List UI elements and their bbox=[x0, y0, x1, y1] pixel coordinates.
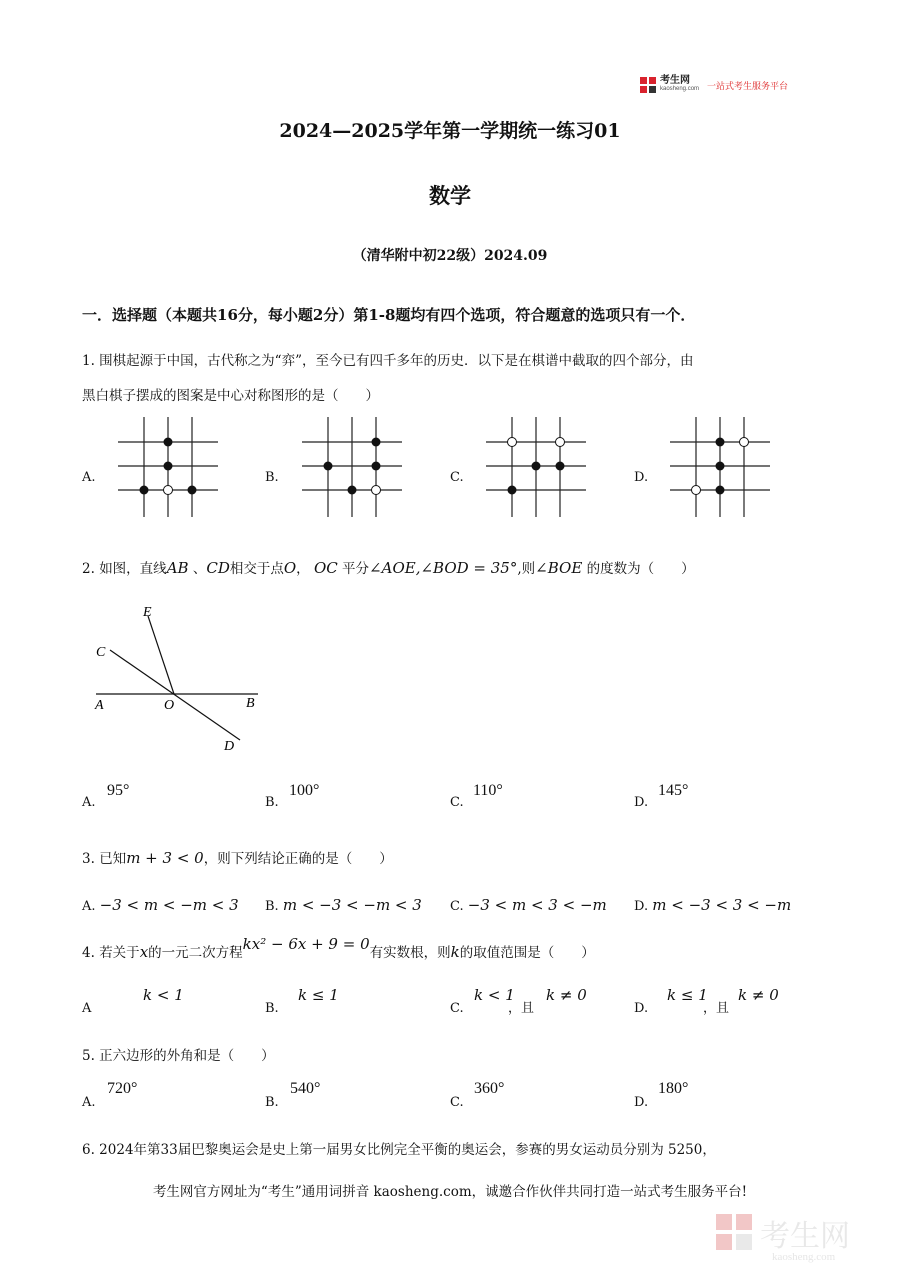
footer-text: 考生网官方网址为“考生”通用词拼音 kaosheng.com，诚邀合作伙伴共同打造一站式考生服务平台! bbox=[152, 1184, 748, 1200]
black-stone bbox=[324, 462, 333, 471]
q4-option-a-value: k < 1 bbox=[143, 986, 184, 1004]
go-board-c bbox=[484, 415, 588, 519]
q3-number: 3. bbox=[82, 851, 95, 867]
q4-option-c-sep: ，且 bbox=[508, 1001, 535, 1016]
q4-option-b-label: B. bbox=[265, 1001, 279, 1016]
q2-option-a: A. bbox=[82, 795, 96, 810]
ray-oe bbox=[148, 616, 174, 694]
label-d: D bbox=[224, 739, 235, 754]
q1-option-c-label: C. bbox=[450, 470, 464, 485]
q4-option-c-extra: k ≠ 0 bbox=[546, 986, 587, 1004]
black-stone bbox=[188, 486, 197, 495]
go-board-b bbox=[300, 415, 404, 519]
label-c: C bbox=[96, 645, 106, 660]
q4-option-c-label: C. bbox=[450, 1001, 464, 1016]
q2-text-1: 如图，直线 bbox=[99, 561, 167, 577]
page-title: 2024—2025学年第一学期统一练习01 bbox=[279, 120, 621, 142]
q2-comma: ， bbox=[296, 561, 310, 577]
question-6: 6. 2024年第33届巴黎奥运会是史上第一届男女比例完全平衡的奥运会，参赛的男女运动员分别为 5250， bbox=[82, 1142, 716, 1158]
q4-option-c-value: k < 1 bbox=[474, 986, 515, 1004]
q5-option-c-value: 360° bbox=[474, 1080, 505, 1097]
logo-slogan: 一站式考生服务平台 bbox=[707, 81, 789, 92]
kaosheng-watermark-icon bbox=[712, 1206, 882, 1266]
q3-text-2: ，则下列结论正确的是（ ） bbox=[203, 851, 393, 867]
q4-option-d-value: k ≤ 1 bbox=[667, 986, 708, 1004]
q2-option-c: C. bbox=[450, 795, 464, 810]
subject-title: 数学 bbox=[429, 183, 471, 208]
q2-angle-boe: ∠BOE bbox=[535, 559, 583, 577]
school-line: （清华附中初22级）2024.09 bbox=[352, 248, 548, 264]
black-stone bbox=[532, 462, 541, 471]
q4-text-4: 的取值范围是（ ） bbox=[459, 945, 595, 961]
watermark bbox=[712, 1206, 882, 1266]
black-stone bbox=[556, 462, 565, 471]
white-stone bbox=[740, 438, 749, 447]
black-stone bbox=[164, 438, 173, 447]
question-5: 5. 正六边形的外角和是（ ） bbox=[82, 1048, 275, 1064]
q3-option-d: D. m < −3 < 3 < −m bbox=[634, 896, 792, 914]
kaosheng-logo-icon bbox=[640, 77, 656, 93]
white-stone bbox=[164, 486, 173, 495]
q5-option-b-value: 540° bbox=[290, 1080, 321, 1097]
q4-text-3: 有实数根，则 bbox=[369, 945, 451, 961]
q4-option-b-value: k ≤ 1 bbox=[298, 986, 339, 1004]
q2-text-5: 的度数为（ ） bbox=[586, 561, 695, 577]
q2-option-d-value: 145° bbox=[658, 782, 689, 799]
q4-option-d-label: D. bbox=[634, 1001, 649, 1016]
q4-text-1: 若关于 bbox=[99, 945, 140, 961]
question-4 bbox=[82, 935, 595, 963]
q1-option-d-label: D. bbox=[634, 470, 649, 485]
q2-text-2: 相交于点 bbox=[229, 561, 284, 577]
header-logo bbox=[640, 70, 820, 100]
q3-text-1: 已知 bbox=[99, 851, 127, 867]
q2-option-d: D. bbox=[634, 795, 649, 810]
q5-option-c-label: C. bbox=[450, 1095, 464, 1110]
q2-sep: 、 bbox=[192, 561, 207, 577]
q4-equation: kx² − 6x + 9 = 0 bbox=[242, 935, 370, 953]
q5-option-d-label: D. bbox=[634, 1095, 649, 1110]
q4-option-d-extra: k ≠ 0 bbox=[738, 986, 779, 1004]
black-stone bbox=[716, 462, 725, 471]
q4-number: 4. bbox=[82, 945, 95, 961]
go-board-d bbox=[668, 415, 772, 519]
q1-option-b-label: B. bbox=[265, 470, 279, 485]
q3-condition: m + 3 < 0 bbox=[126, 849, 204, 867]
question-3 bbox=[82, 848, 393, 869]
q2-cd: CD bbox=[206, 559, 230, 577]
q2-option-b-value: 100° bbox=[289, 782, 320, 799]
white-stone bbox=[372, 486, 381, 495]
q2-option-a-value: 95° bbox=[107, 782, 130, 799]
black-stone bbox=[372, 462, 381, 471]
label-a: A bbox=[95, 698, 104, 713]
black-stone bbox=[348, 486, 357, 495]
q4-text-2: 的一元二次方程 bbox=[148, 945, 243, 961]
q5-option-d-value: 180° bbox=[658, 1080, 689, 1097]
q5-option-b-label: B. bbox=[265, 1095, 279, 1110]
q4-option-a-label: A bbox=[82, 1001, 92, 1016]
line-cd bbox=[110, 650, 240, 740]
q2-text-3: 平分 bbox=[342, 561, 370, 577]
black-stone bbox=[164, 462, 173, 471]
black-stone bbox=[140, 486, 149, 495]
board-grid bbox=[302, 417, 402, 517]
white-stone bbox=[508, 438, 517, 447]
q3-option-a: A. −3 < m < −m < 3 bbox=[82, 896, 239, 914]
label-o: O bbox=[164, 698, 175, 713]
q2-figure bbox=[86, 598, 276, 758]
black-stone bbox=[508, 486, 517, 495]
go-board-a bbox=[116, 415, 220, 519]
q5-option-a-label: A. bbox=[82, 1095, 96, 1110]
q2-option-b: B. bbox=[265, 795, 279, 810]
svg-text:考生网: 考生网 bbox=[760, 1220, 850, 1253]
q4-k: k bbox=[450, 943, 460, 961]
q3-option-b: B. m < −3 < −m < 3 bbox=[265, 896, 422, 914]
white-stone bbox=[692, 486, 701, 495]
q2-oc: OC bbox=[313, 559, 338, 577]
q5-option-a-value: 720° bbox=[107, 1080, 138, 1097]
black-stone bbox=[716, 438, 725, 447]
question-1-line-1: 1. 围棋起源于中国，古代称之为“弈”，至今已有四千多年的历史．以下是在棋谱中截取的四个部分，由 bbox=[82, 353, 694, 369]
black-stone bbox=[716, 486, 725, 495]
logo-text: 考生网 kaosheng.com bbox=[660, 75, 700, 92]
label-b: B bbox=[246, 696, 255, 711]
svg-text:kaosheng.com: kaosheng.com bbox=[772, 1251, 836, 1263]
q2-ab: AB bbox=[166, 559, 189, 577]
q2-number: 2. bbox=[82, 561, 95, 577]
question-1-line-2: 黑白棋子摆成的图案是中心对称图形的是（ ） bbox=[82, 388, 379, 404]
question-2 bbox=[82, 558, 695, 579]
black-stone bbox=[372, 438, 381, 447]
q2-condition: ∠AOE,∠BOD = 35° bbox=[369, 559, 518, 577]
section-heading: 一．选择题（本题共16分，每小题2分）第1-8题均有四个选项，符合题意的选项只有一个． bbox=[82, 306, 696, 324]
q4-option-d-sep: ，且 bbox=[703, 1001, 730, 1016]
q2-o: O bbox=[283, 559, 297, 577]
white-stone bbox=[556, 438, 565, 447]
q4-x: x bbox=[139, 943, 149, 961]
q1-option-a-label: A. bbox=[82, 470, 96, 485]
q2-text-4: ,则 bbox=[517, 561, 536, 577]
q2-option-c-value: 110° bbox=[473, 782, 503, 799]
q3-option-c: C. −3 < m < 3 < −m bbox=[450, 896, 607, 914]
label-e: E bbox=[143, 605, 152, 620]
